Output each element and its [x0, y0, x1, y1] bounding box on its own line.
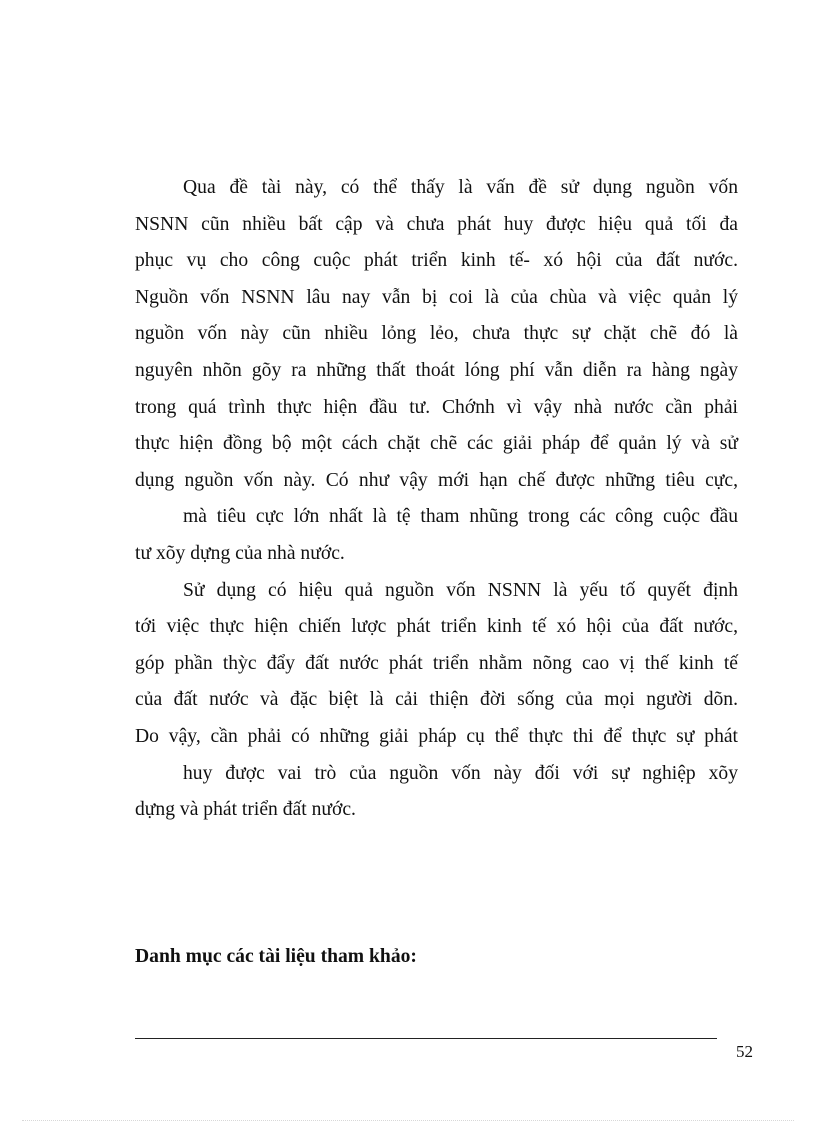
- text-line: thực hiện đồng bộ một cách chặt chẽ các giải pháp để quản lý và sử: [135, 433, 738, 455]
- page-number: 52: [736, 1042, 753, 1061]
- text-line: dụng nguồn vốn này. Có như vậy mới hạn chế được những tiêu cực,: [135, 469, 738, 491]
- text-line: của đất nước và đặc biệt là cải thiện đời sống của mọi người dõn.: [135, 689, 738, 711]
- text-line: Sử dụng có hiệu quả nguồn vốn NSNN là yếu tố quyết định: [183, 579, 738, 601]
- text-line: mà tiêu cực lớn nhất là tệ tham nhũng trong các công cuộc đầu: [183, 506, 738, 528]
- text-line: Nguồn vốn NSNN lâu nay vẫn bị coi là của chùa và việc quản lý: [135, 286, 738, 308]
- footer-divider: [135, 1038, 717, 1039]
- text-line: nguyên nhõn gõy ra những thất thoát lóng phí vẫn diễn ra hàng ngày: [135, 359, 738, 381]
- text-line: huy được vai trò của nguồn vốn này đối với sự nghiệp xõy: [183, 762, 738, 784]
- text-line: Qua đề tài này, có thể thấy là vấn đề sử dụng nguồn vốn: [183, 177, 738, 198]
- conclusion-body: [135, 170, 738, 829]
- references-heading: Danh mục các tài liệu tham khảo:: [135, 946, 417, 967]
- text-line: góp phần thỳc đẩy đất nước phát triển nhằm nõng cao vị thế kinh tế: [135, 652, 738, 674]
- text-line: trong quá trình thực hiện đầu tư. Chớnh vì vậy nhà nước cần phải: [135, 396, 738, 418]
- text-line: phục vụ cho công cuộc phát triển kinh tế- xó hội của đất nước.: [135, 250, 738, 272]
- page-bottom-border: [22, 1120, 794, 1121]
- text-line: Do vậy, cần phải có những giải pháp cụ thể thực thi để thực sự phát: [135, 725, 738, 747]
- text-line: nguồn vốn này cũn nhiều lỏng lẻo, chưa thực sự chặt chẽ đó là: [135, 323, 738, 345]
- text-line: NSNN cũn nhiều bất cập và chưa phát huy được hiệu quả tối đa: [135, 213, 738, 235]
- text-line: tới việc thực hiện chiến lược phát triển kinh tế xó hội của đất nước,: [135, 616, 738, 638]
- text-line: dựng và phát triển đất nước.: [135, 799, 356, 821]
- text-line: tư xõy dựng của nhà nước.: [135, 542, 345, 564]
